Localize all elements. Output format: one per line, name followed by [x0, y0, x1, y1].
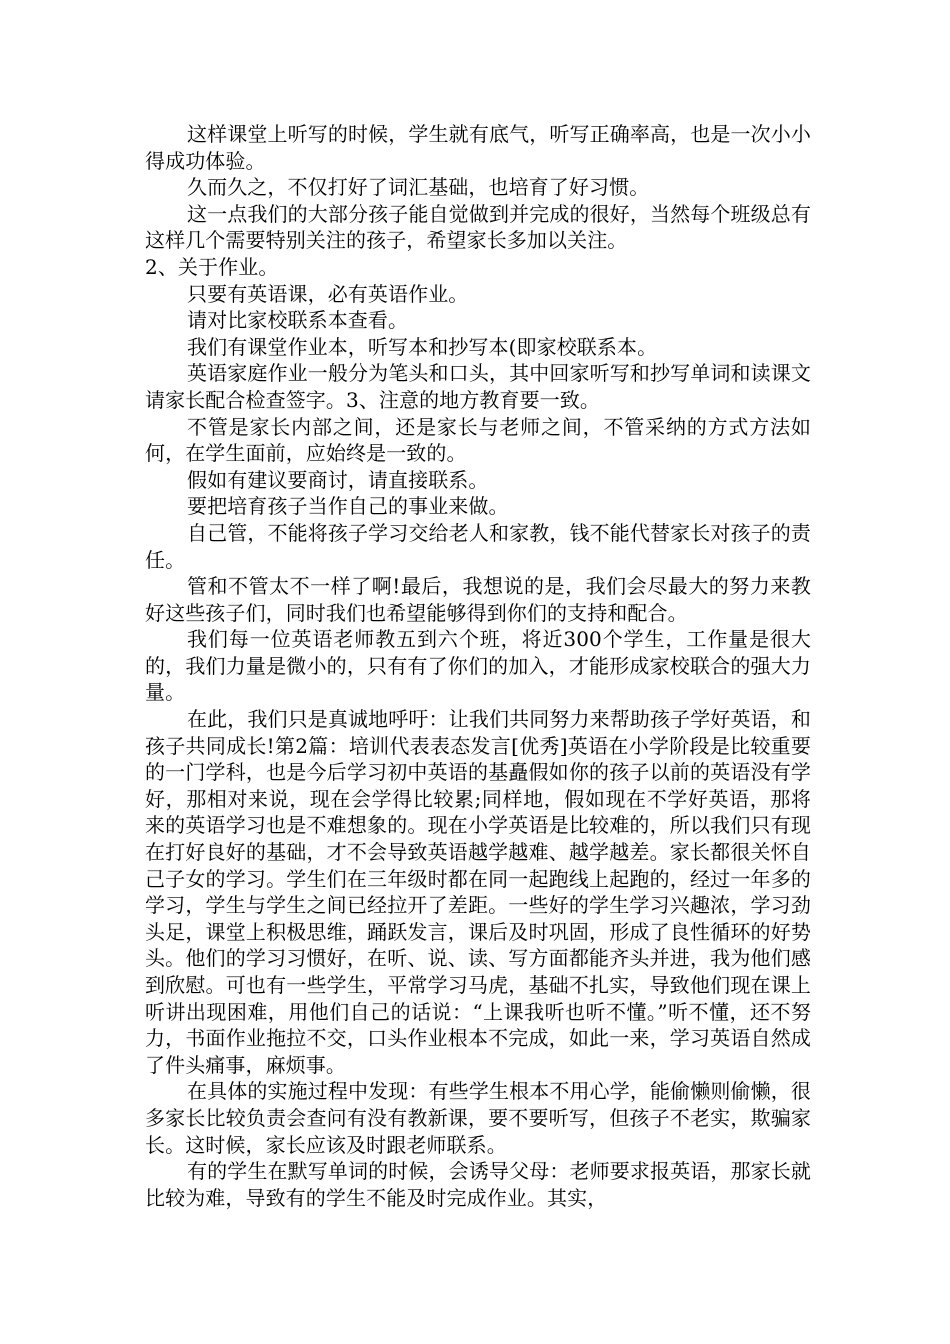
paragraph: 英语家庭作业一般分为笔头和口头，其中回家听写和抄写单词和读课文请家长配合检查签字。3、注意的地方教育要一致。 [145, 361, 811, 412]
paragraph: 在此，我们只是真诚地呼吁：让我们共同努力来帮助孩子学好英语，和孩子共同成长!第2篇：培训代表表态发言[优秀]英语在小学阶段是比较重要的一门学科，也是今后学习初中英语的基矗假如你的孩子以前的英语没有学好，那相对来说，现在会学得比较累;同样地，假如现在不学好英语，那将来的英语学习也是不难想象的。现在小学英语是比较难的，所以我们只有现在打好良好的基础，才不会导致英语越学越难、越学越差。家长都很关怀自己子女的学习。学生们在三年级时都在同一起跑线上起跑的，经过一年多的学习，学生与学生之间已经拉开了差距。一些好的学生学习兴趣浓，学习劲头足，课堂上积极思维，踊跃发言，课后及时巩固，形成了良性循环的好势头。他们的学习习惯好，在听、说、读、写方面都能齐头并进，我为他们感到欣慰。可也有一些学生，平常学习马虎，基础不扎实，导致他们现在课上听讲出现困难，用他们自己的话说：“上课我听也听不懂。”听不懂，还不努力，书面作业拖拉不交，口头作业根本不完成，如此一来，学习英语自然成了件头痛事，麻烦事。 [145, 707, 811, 1077]
paragraph: 这一点我们的大部分孩子能自觉做到并完成的很好，当然每个班级总有这样几个需要特别关注的孩子，希望家长多加以关注。 [145, 201, 811, 253]
paragraph: 我们每一位英语老师教五到六个班，将近300个学生，工作量是很大的，我们力量是微小的，只有有了你们的加入，才能形成家校联合的强大力量。 [145, 627, 811, 705]
paragraph: 我们有课堂作业本，听写本和抄写本(即家校联系本。 [187, 334, 658, 359]
document-body [145, 121, 811, 1211]
paragraph: 自己管，不能将孩子学习交给老人和家教，钱不能代替家长对孩子的责任。 [145, 520, 811, 572]
paragraph: 不管是家长内部之间，还是家长与老师之间，不管采纳的方式方法如何，在学生面前，应始终是一致的。 [145, 414, 811, 466]
paragraph: 要把培育孩子当作自己的事业来做。 [187, 494, 509, 519]
paragraph: 久而久之，不仅打好了词汇基础，也培育了好习惯。 [187, 175, 650, 200]
paragraph: 只要有英语课，必有英语作业。 [187, 281, 469, 306]
paragraph: 在具体的实施过程中发现：有些学生根本不用心学，能偷懒则偷懒，很多家长比较负责会查问有没有教新课，要不要听写，但孩子不老实，欺骗家长。这时候，家长应该及时跟老师联系。 [145, 1079, 811, 1157]
paragraph: 请对比家校联系本查看。 [187, 308, 409, 333]
paragraph: 这样课堂上听写的时候，学生就有底气，听写正确率高，也是一次小小得成功体验。 [145, 122, 811, 173]
paragraph: 有的学生在默写单词的时候，会诱导父母：老师要求报英语，那家长就比较为难，导致有的学生不能及时完成作业。其实， [145, 1159, 811, 1210]
paragraph: 假如有建议要商讨，请直接联系。 [187, 467, 489, 492]
section-heading: 2、关于作业。 [145, 254, 279, 279]
paragraph: 管和不管太不一样了啊!最后，我想说的是，我们会尽最大的努力来教好这些孩子们，同时我们也希望能够得到你们的支持和配合。 [145, 574, 811, 625]
